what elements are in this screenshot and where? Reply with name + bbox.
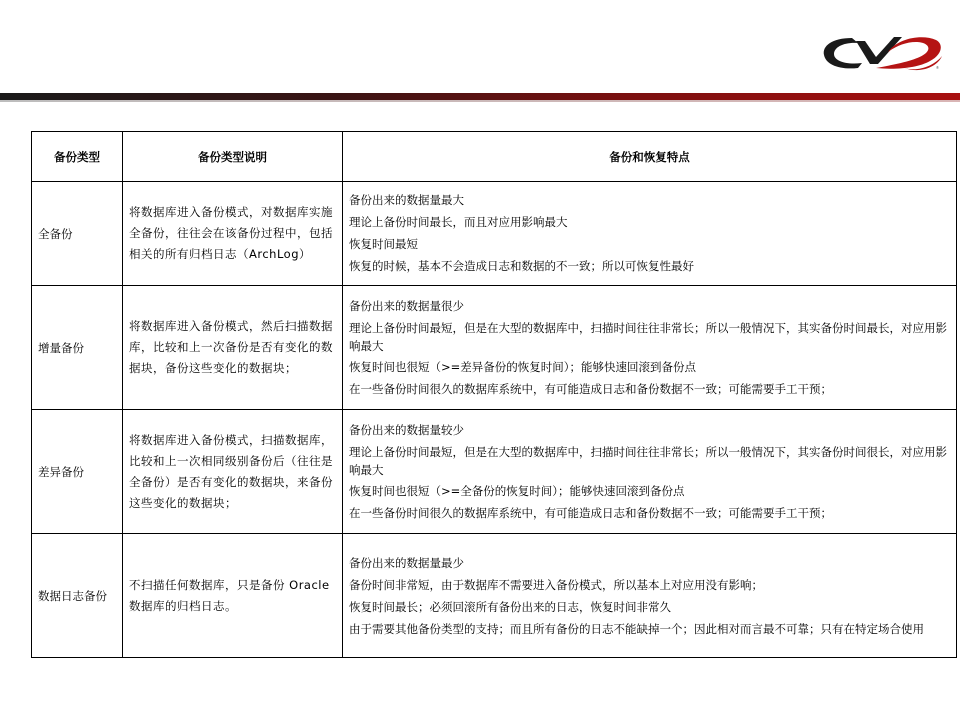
feature-line: 理论上备份时间最短，但是在大型的数据库中，扫描时间往往非常长；所以一般情况下，其实备份时间很长，对应用影响最大: [349, 444, 947, 477]
backup-type-cell: 数据日志备份: [32, 534, 123, 658]
column-header-description: 备份类型说明: [123, 132, 343, 182]
feature-line: 备份出来的数据量较少: [349, 422, 464, 437]
feature-line: 备份出来的数据量最少: [349, 555, 464, 570]
feature-line: 备份出来的数据量最大: [349, 193, 464, 207]
backup-type-cell: 增量备份: [32, 286, 123, 410]
backup-description-cell: 将数据库进入备份模式，然后扫描数据库，比较和上一次备份是否有变化的数据块，备份这些变化的数据块；: [123, 286, 343, 410]
feature-line: 恢复时间最短: [349, 237, 418, 251]
backup-description-cell: 将数据库进入备份模式，扫描数据库，比较和上一次相同级别备份后（往往是全备份）是否有变化的数据块，来备份这些变化的数据块；: [123, 410, 343, 534]
backup-features-cell: [343, 534, 957, 658]
backup-type-cell: 差异备份: [32, 410, 123, 534]
cv-swoosh-logo-icon: [818, 28, 946, 78]
feature-line: 备份出来的数据量很少: [349, 298, 464, 313]
svg-text:®: ®: [936, 65, 939, 70]
feature-line: 恢复时间也很短（>=差异备份的恢复时间）；能够快速回滚到备份点: [349, 359, 697, 374]
table-row: [32, 286, 957, 410]
feature-line: 由于需要其他备份类型的支持；而且所有备份的日志不能缺掉一个；因此相对而言最不可靠；只有在特定场合使用: [349, 621, 924, 636]
feature-line: 恢复时间也很短（>=全备份的恢复时间）；能够快速回滚到备份点: [349, 483, 685, 498]
table-header-row: [32, 132, 957, 182]
backup-type-cell: 全备份: [32, 182, 123, 286]
backup-description-cell: 将数据库进入备份模式，对数据库实施全备份，往往会在该备份过程中，包括相关的所有归档日志（ArchLog）: [123, 182, 343, 286]
column-header-features: 备份和恢复特点: [343, 132, 957, 182]
backup-features-cell: [343, 410, 957, 534]
table-row: [32, 182, 957, 286]
header-bar: [0, 93, 960, 100]
feature-line: 在一些备份时间很久的数据库系统中，有可能造成日志和备份数据不一致；可能需要手工干预；: [349, 505, 832, 520]
feature-line: 理论上备份时间最短，但是在大型的数据库中，扫描时间往往非常长；所以一般情况下，其实备份时间最长，对应用影响最大: [349, 320, 947, 353]
backup-features-cell: [343, 286, 957, 410]
feature-line: 恢复时间最长；必须回滚所有备份出来的日志，恢复时间非常久: [349, 599, 671, 614]
backup-description-cell: 不扫描任何数据库，只是备份 Oracle 数据库的归档日志。: [123, 534, 343, 658]
feature-line: 备份时间非常短，由于数据库不需要进入备份模式，所以基本上对应用没有影响；: [349, 577, 763, 592]
feature-line: 理论上备份时间最长，而且对应用影响最大: [349, 215, 568, 229]
table-row: [32, 534, 957, 658]
feature-line: 在一些备份时间很久的数据库系统中，有可能造成日志和备份数据不一致；可能需要手工干预；: [349, 381, 832, 396]
table-row: [32, 410, 957, 534]
backup-features-cell: [343, 182, 957, 286]
feature-line: 恢复的时候，基本不会造成日志和数据的不一致；所以可恢复性最好: [349, 259, 694, 273]
header-bar-shadow: [0, 100, 960, 102]
column-header-type: 备份类型: [32, 132, 123, 182]
backup-types-table: [31, 131, 957, 658]
